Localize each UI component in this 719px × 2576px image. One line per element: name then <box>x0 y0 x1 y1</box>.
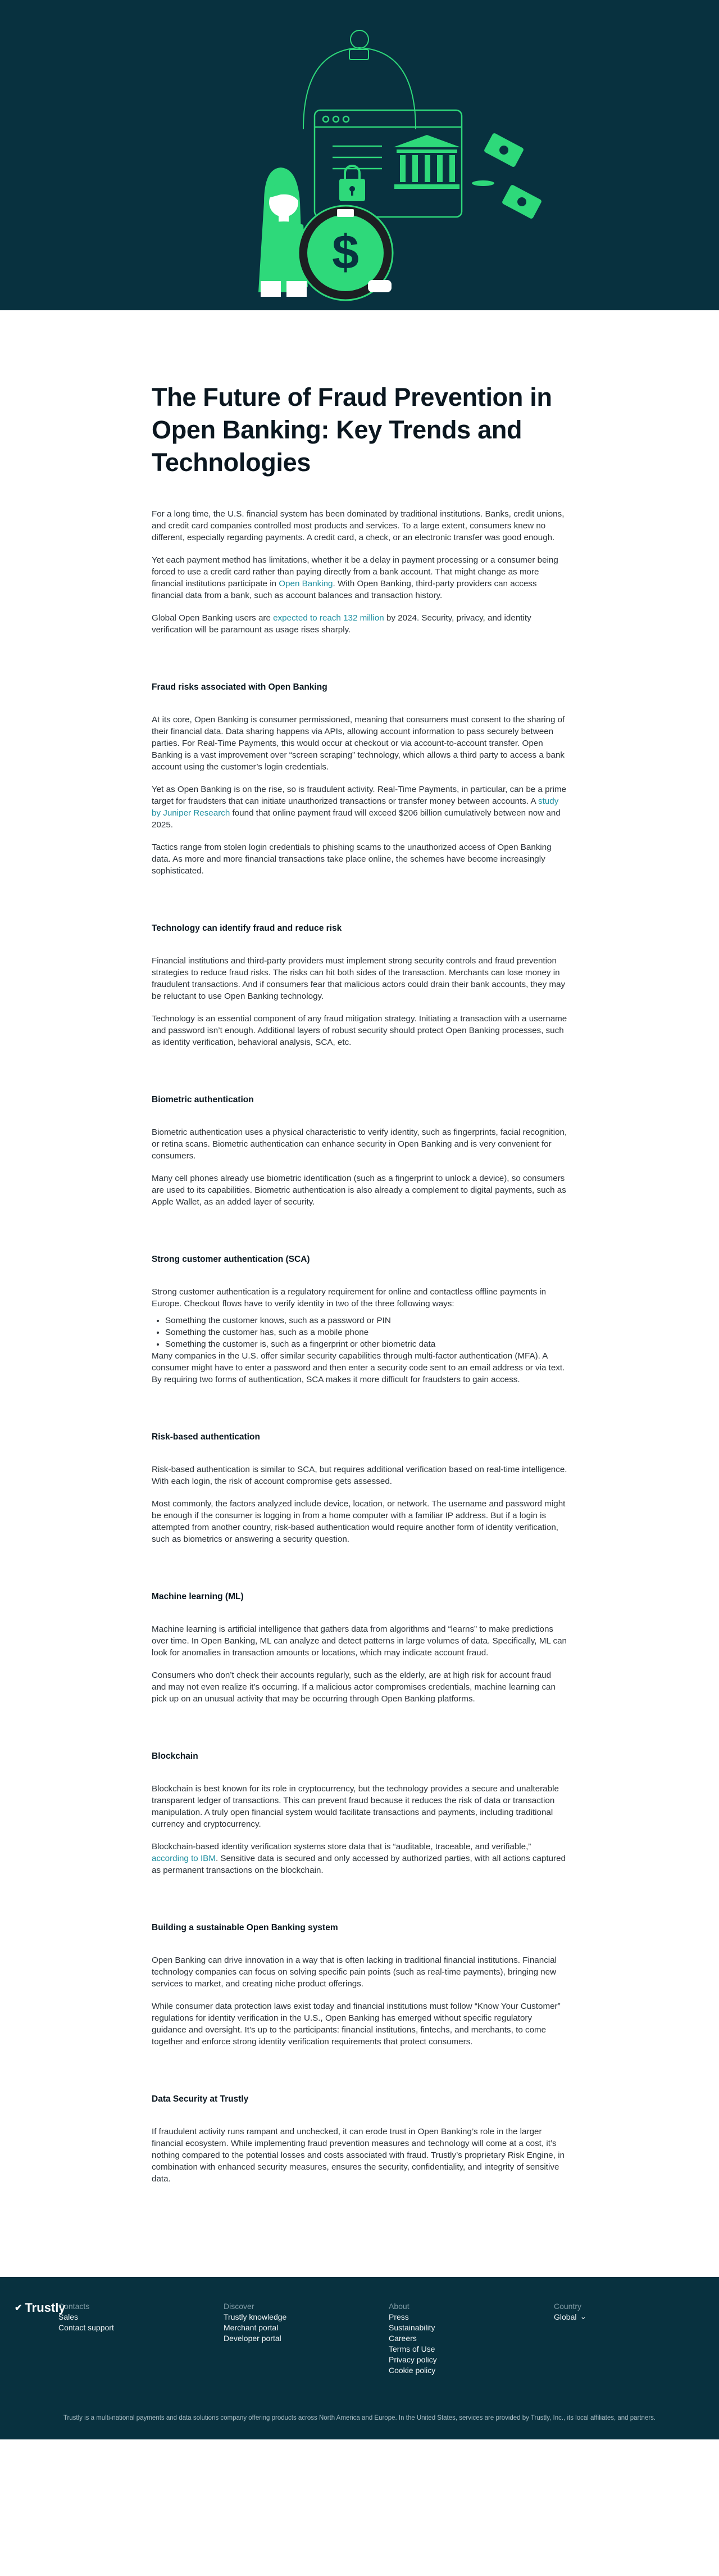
section-heading: Blockchain <box>152 1751 198 1761</box>
hero-illustration <box>0 0 719 310</box>
chevron-down-icon: ⌄ <box>580 2312 587 2321</box>
trustly-check-icon: ✔ <box>15 2303 22 2313</box>
list-item: • Something the customer is, such as a fingerprint or other biometric data <box>165 1338 567 1350</box>
section-paragraph: Many companies in the U.S. offer similar security capabilities through multi-factor authentication (MFA). A consumer might have to enter a password and then enter a security code sent to an email address or via text. By requiring two forms of authentication, SCA makes it more difficult for fraudsters to gain access. <box>152 1351 565 1384</box>
section-heading: Biometric authentication <box>152 1095 254 1104</box>
footer-link-contact-support[interactable]: Contact support <box>58 2323 114 2332</box>
footer-link-privacy[interactable]: Privacy policy <box>389 2355 437 2364</box>
section-paragraph: Biometric authentication uses a physical characteristic to verify identity, such as fingerprints, facial recognition, or retina scans. Biometric authentication can enhance security in Open Banking and is very convenient for consumers. <box>152 1128 567 1161</box>
section-paragraph: Blockchain-based identity verification systems store data that is “auditable, traceable, and verifiable,” according to IBM. Sensitive data is secured and only accessed by authorized parties, with all actions captured as permanent transactions on the blockchain. <box>152 1842 566 1875</box>
footer-link-sales[interactable]: Sales <box>58 2312 79 2321</box>
section-paragraph: Most commonly, the factors analyzed include device, location, or network. The username and password might be enough if the consumer is logging in from a home computer with a familiar IP address. But if a login is attempted from another country, risk-based authentication would require another form of identity verification, such as biometrics or answering a security question. <box>152 1499 566 1544</box>
footer-about-column <box>389 2302 437 2376</box>
section-heading: Fraud risks associated with Open Banking <box>152 682 327 692</box>
section-paragraph: Tactics range from stolen login credentials to phishing scams to the unauthorized access of Open Banking data. As more and more financial transactions take place online, the schemes have become increasingly sophisticated. <box>152 843 552 876</box>
section-paragraph: While consumer data protection laws exist today and financial institutions must follow “Know Your Customer” regulations for identity verification in the U.S., Open Banking has emerged without specific regulatory guidance and oversight. It’s up to the participants: financial institutions, fintechs, and merchants, to come together and enforce strong identity verification requirements that protect consumers. <box>152 2002 561 2047</box>
person-icon <box>258 167 308 297</box>
intro-paragraph: For a long time, the U.S. financial system has been dominated by traditional institutions. Banks, credit unions, and credit card companies controlled most products and services. To a large extent, consumers knew no different, especially regarding payments. A credit card, a check, or an electronic transfer was good enough. <box>152 509 565 542</box>
footer-link-cookies[interactable]: Cookie policy <box>389 2366 436 2375</box>
footer-discover-column <box>224 2302 286 2344</box>
intro-paragraph: Global Open Banking users are expected to reach 132 million by 2024. Security, privacy, and identity verification will be paramount as usage rises sharply. <box>152 613 531 635</box>
footer-link-knowledge[interactable]: Trustly knowledge <box>224 2312 287 2321</box>
country-selector[interactable] <box>554 2312 586 2321</box>
section-paragraph: Machine learning is artificial intelligence that gathers data from algorithms and “learns” to make predictions over time. In Open Banking, ML can analyze and detect patterns in large volumes of data. Specifically, ML can look for anomalies in transaction amounts or locations, which may indicate account fraud. <box>152 1624 567 1658</box>
open-banking-link[interactable]: Open Banking <box>279 579 333 588</box>
article <box>152 310 567 2185</box>
footer-heading: Country <box>554 2302 582 2311</box>
section-heading: Risk-based authentication <box>152 1432 260 1442</box>
list-item: • Something the customer has, such as a mobile phone <box>165 1327 567 1338</box>
footer-link-press[interactable]: Press <box>389 2312 409 2321</box>
footer-heading: Discover <box>224 2302 254 2311</box>
footer-link-merchant-portal[interactable]: Merchant portal <box>224 2323 279 2332</box>
section-paragraph: Risk-based authentication is similar to SCA, but requires additional verification based on real-time intelligence. With each login, the risk of account compromise gets assessed. <box>152 1465 567 1486</box>
footer-heading: About <box>389 2302 409 2311</box>
trustly-logo[interactable]: ✔ Trustly <box>15 2301 66 2315</box>
bank-building-icon <box>393 135 461 189</box>
section-heading: Strong customer authentication (SCA) <box>152 1255 310 1264</box>
country-value: Global <box>554 2312 577 2321</box>
footer-country-column <box>554 2302 586 2321</box>
section-paragraph: Technology is an essential component of any fraud mitigation strategy. Initiating a transaction with a username and password isn’t enough. Additional layers of robust security should protect Open Banking processes, such as identity verification, behavioral analysis, SCA, etc. <box>152 1014 567 1047</box>
ibm-link[interactable]: according to IBM <box>152 1854 216 1863</box>
footer-heading: Contacts <box>58 2302 90 2311</box>
banknote-icon <box>472 133 542 220</box>
users-forecast-link[interactable]: expected to reach 132 million <box>273 613 384 623</box>
section-paragraph: If fraudulent activity runs rampant and unchecked, it can erode trust in Open Banking’s role in the larger financial ecosystem. While implementing fraud prevention measures and technology will come at a cost, it’s nothing compared to the potential losses and costs associated with fraud. Trustly’s proprietary Risk Engine, in combination with enhanced security measures, ensures the security, confidentiality, and integrity of sensitive data. <box>152 2127 565 2184</box>
footer-link-careers[interactable]: Careers <box>389 2334 417 2343</box>
footer-link-terms[interactable]: Terms of Use <box>389 2344 435 2353</box>
list-item: • Something the customer knows, such as a password or PIN <box>165 1315 567 1327</box>
juniper-research-link[interactable]: study by Juniper Research <box>152 796 559 818</box>
footer-contacts-column <box>58 2302 114 2333</box>
svg-text:$: $ <box>332 225 359 279</box>
section-heading: Machine learning (ML) <box>152 1592 244 1601</box>
section-heading: Building a sustainable Open Banking system <box>152 1923 338 1932</box>
section-paragraph: Strong customer authentication is a regulatory requirement for online and contactless offline payments in Europe. Checkout flows have to verify identity in two of the three following ways: <box>152 1287 547 1309</box>
section-paragraph: Consumers who don’t check their accounts regularly, such as the elderly, are at high risk for account fraud and may not even realize it’s occurring. If a malicious actor compromises credentials, machine learning can pick up on an unusual activity that may be occurring through Open Banking platforms. <box>152 1670 556 1704</box>
section-paragraph: Open Banking can drive innovation in a way that is often lacking in traditional financial institutions. Financial technology companies can focus on solving specific pain points (such as real-time payments), bringing new services to market, and creating niche product offerings. <box>152 1955 557 1989</box>
padlock-icon <box>339 166 365 201</box>
footer-link-sustainability[interactable]: Sustainability <box>389 2323 435 2332</box>
footer-link-developer-portal[interactable]: Developer portal <box>224 2334 281 2343</box>
section-paragraph: Financial institutions and third-party providers must implement strong security controls and fraud prevention strategies to reduce fraud risks. The risks can hit both sides of the transaction. Merchants can lose money in fraudulent transactions. And if consumers fear that malicious actors could drain their bank accounts, they may be reluctant to use Open Banking technology. <box>152 956 566 1001</box>
article-title: The Future of Fraud Prevention in Open Banking: Key Trends and Technologies <box>152 383 552 477</box>
section-paragraph: Yet as Open Banking is on the rise, so is fraudulent activity. Real-Time Payments, in particular, can be a prime target for fraudsters that can initiate unauthorized transactions or transfer money between accounts. A study by Juniper Research found that online payment fraud will exceed $206 billion cumulatively between now and 2025. <box>152 785 567 830</box>
section-paragraph: Many cell phones already use biometric identification (such as a fingerprint to unlock a device), so consumers are used to its capabilities. Biometric authentication is also already a complement to digital payments, such as Apple Wallet, as an added layer of security. <box>152 1174 566 1207</box>
intro-paragraph: Yet each payment method has limitations, whether it be a delay in payment processing or a consumer being forced to use a credit card rather than paying directly from a bank account. That might change as more financial institutions participate in Open Banking. With Open Banking, third-party providers can access financial data from a bank, such as account balances and transaction history. <box>152 555 558 600</box>
hero-banner <box>0 0 719 310</box>
site-footer <box>0 2277 719 2439</box>
section-paragraph: At its core, Open Banking is consumer permissioned, meaning that consumers must consent to the sharing of their financial data. Data sharing happens via APIs, allowing account information to pass securely between parties. For Real-Time Payments, this would occur at checkout or via account-to-account transfer. Open Banking is a vast improvement over “screen scraping” technology, which allows a third party to access a bank account using the customer’s login credentials. <box>152 715 565 772</box>
section-heading: Data Security at Trustly <box>152 2094 249 2104</box>
coin-dollar-icon <box>298 206 393 300</box>
article-intro <box>152 508 567 636</box>
section-heading: Technology can identify fraud and reduce risk <box>152 923 342 933</box>
footer-legal-text: Trustly is a multi-national payments and data solutions company offering products across North America and Europe. In the United States, services are provided by Trustly, Inc., its local affiliates, and partners. <box>63 2415 656 2421</box>
sca-factor-list <box>165 1315 567 1350</box>
section-paragraph: Blockchain is best known for its role in cryptocurrency, but the technology provides a secure and unalterable transparent ledger of transactions. This can prevent fraud because it reduces the risk of data or transaction manipulation. A truly open financial system would facilitate transactions and payments, including traditional currency and cryptocurrency. <box>152 1784 559 1829</box>
